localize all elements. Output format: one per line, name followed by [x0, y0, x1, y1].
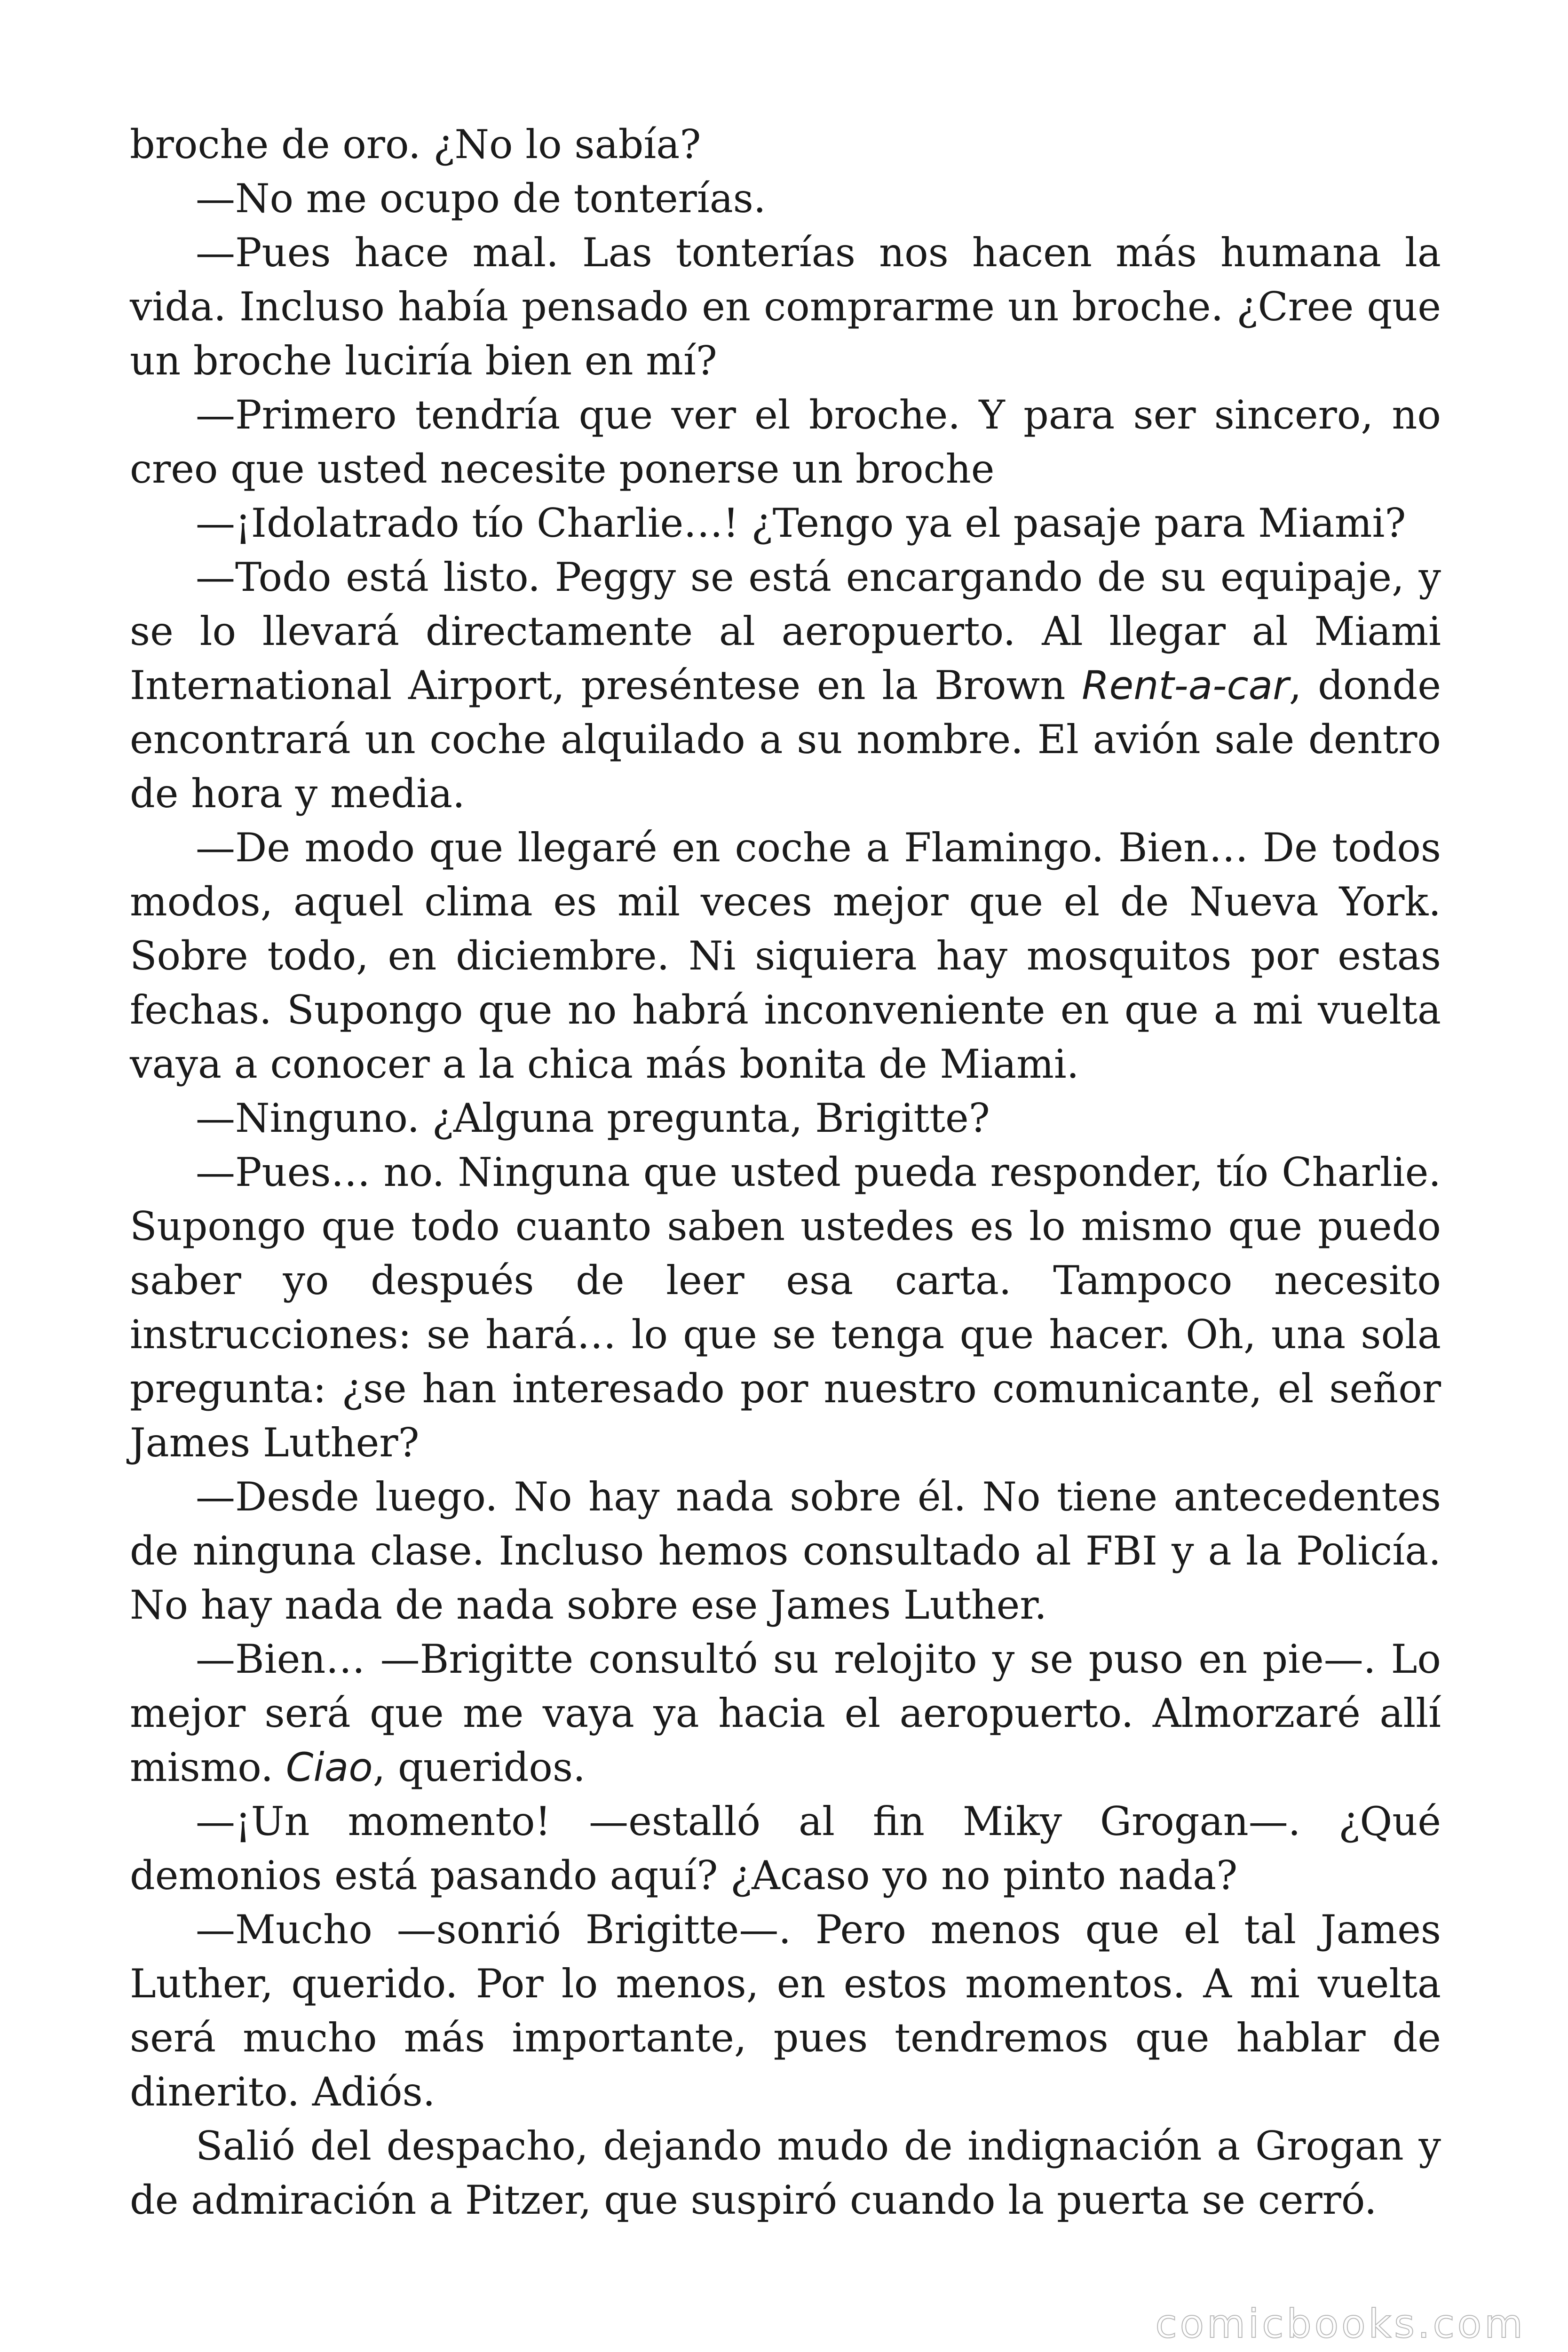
paragraph: —De modo que llegaré en coche a Flamingo. Bien… De todos modos, aquel clima es mil veces mejor que el de Nueva York. Sobre todo, en diciembre. Ni siquiera hay mosquitos por estas fechas. Supongo que no habrá inconveniente en que a mi vuelta vaya a conocer a la chica más bonita de Miami.: [130, 825, 1441, 1087]
paragraph: —Desde luego. No hay nada sobre él. No tiene antecedentes de ninguna clase. Incluso hemos consultado al FBI y a la Policía. No hay nada de nada sobre ese James Luther.: [130, 1474, 1441, 1628]
paragraph: Salió del despacho, dejando mudo de indignación a Grogan y de admiración a Pitzer, que suspiró cuando la puerta se cerró.: [130, 2123, 1441, 2223]
paragraph: —Bien… —Brigitte consultó su relojito y se puso en pie—. Lo mejor será que me vaya ya hacia el aeropuerto. Almorzaré allí mismo. Ciao, queridos.: [130, 1636, 1441, 1790]
watermark: comicbooks.com: [1155, 2301, 1526, 2347]
paragraph: —¡Idolatrado tío Charlie…! ¿Tengo ya el pasaje para Miami?: [196, 500, 1406, 546]
page-body: [130, 118, 1441, 2227]
paragraph: broche de oro. ¿No lo sabía?: [130, 121, 701, 167]
paragraph: —Pues hace mal. Las tonterías nos hacen más humana la vida. Incluso había pensado en comprarme un broche. ¿Cree que un broche luciría bien en mí?: [130, 230, 1441, 384]
paragraph: —¡Un momento! —estalló al fin Miky Grogan—. ¿Qué demonios está pasando aquí? ¿Acaso yo no pinto nada?: [130, 1798, 1441, 1899]
italic-term: Ciao: [285, 1744, 373, 1790]
paragraph: —Pues… no. Ninguna que usted pueda responder, tío Charlie. Supongo que todo cuanto saben ustedes es lo mismo que puedo saber yo después de leer esa carta. Tampoco necesito instrucciones: se hará… lo que se tenga que hacer. Oh, una sola pregunta: ¿se han interesado por nuestro comunicante, el señor James Luther?: [130, 1149, 1441, 1466]
paragraph: —Mucho —sonrió Brigitte—. Pero menos que el tal James Luther, querido. Por lo menos, en estos momentos. A mi vuelta será mucho más importante, pues tendremos que hablar de dinerito. Adiós.: [130, 1907, 1441, 2115]
paragraph: —Todo está listo. Peggy se está encargando de su equipaje, y se lo llevará directamente al aeropuerto. Al llegar al Miami International Airport, preséntese en la Brown Rent-a-car, donde encontrará un coche alquilado a su nombre. El avión sale dentro de hora y media.: [130, 554, 1441, 817]
paragraph: —No me ocupo de tonterías.: [196, 175, 766, 222]
paragraph: —Ninguno. ¿Alguna pregunta, Brigitte?: [196, 1095, 990, 1141]
italic-term: Rent-a-car: [1082, 662, 1289, 708]
paragraph: —Primero tendría que ver el broche. Y para ser sincero, no creo que usted necesite ponerse un broche: [130, 392, 1441, 492]
